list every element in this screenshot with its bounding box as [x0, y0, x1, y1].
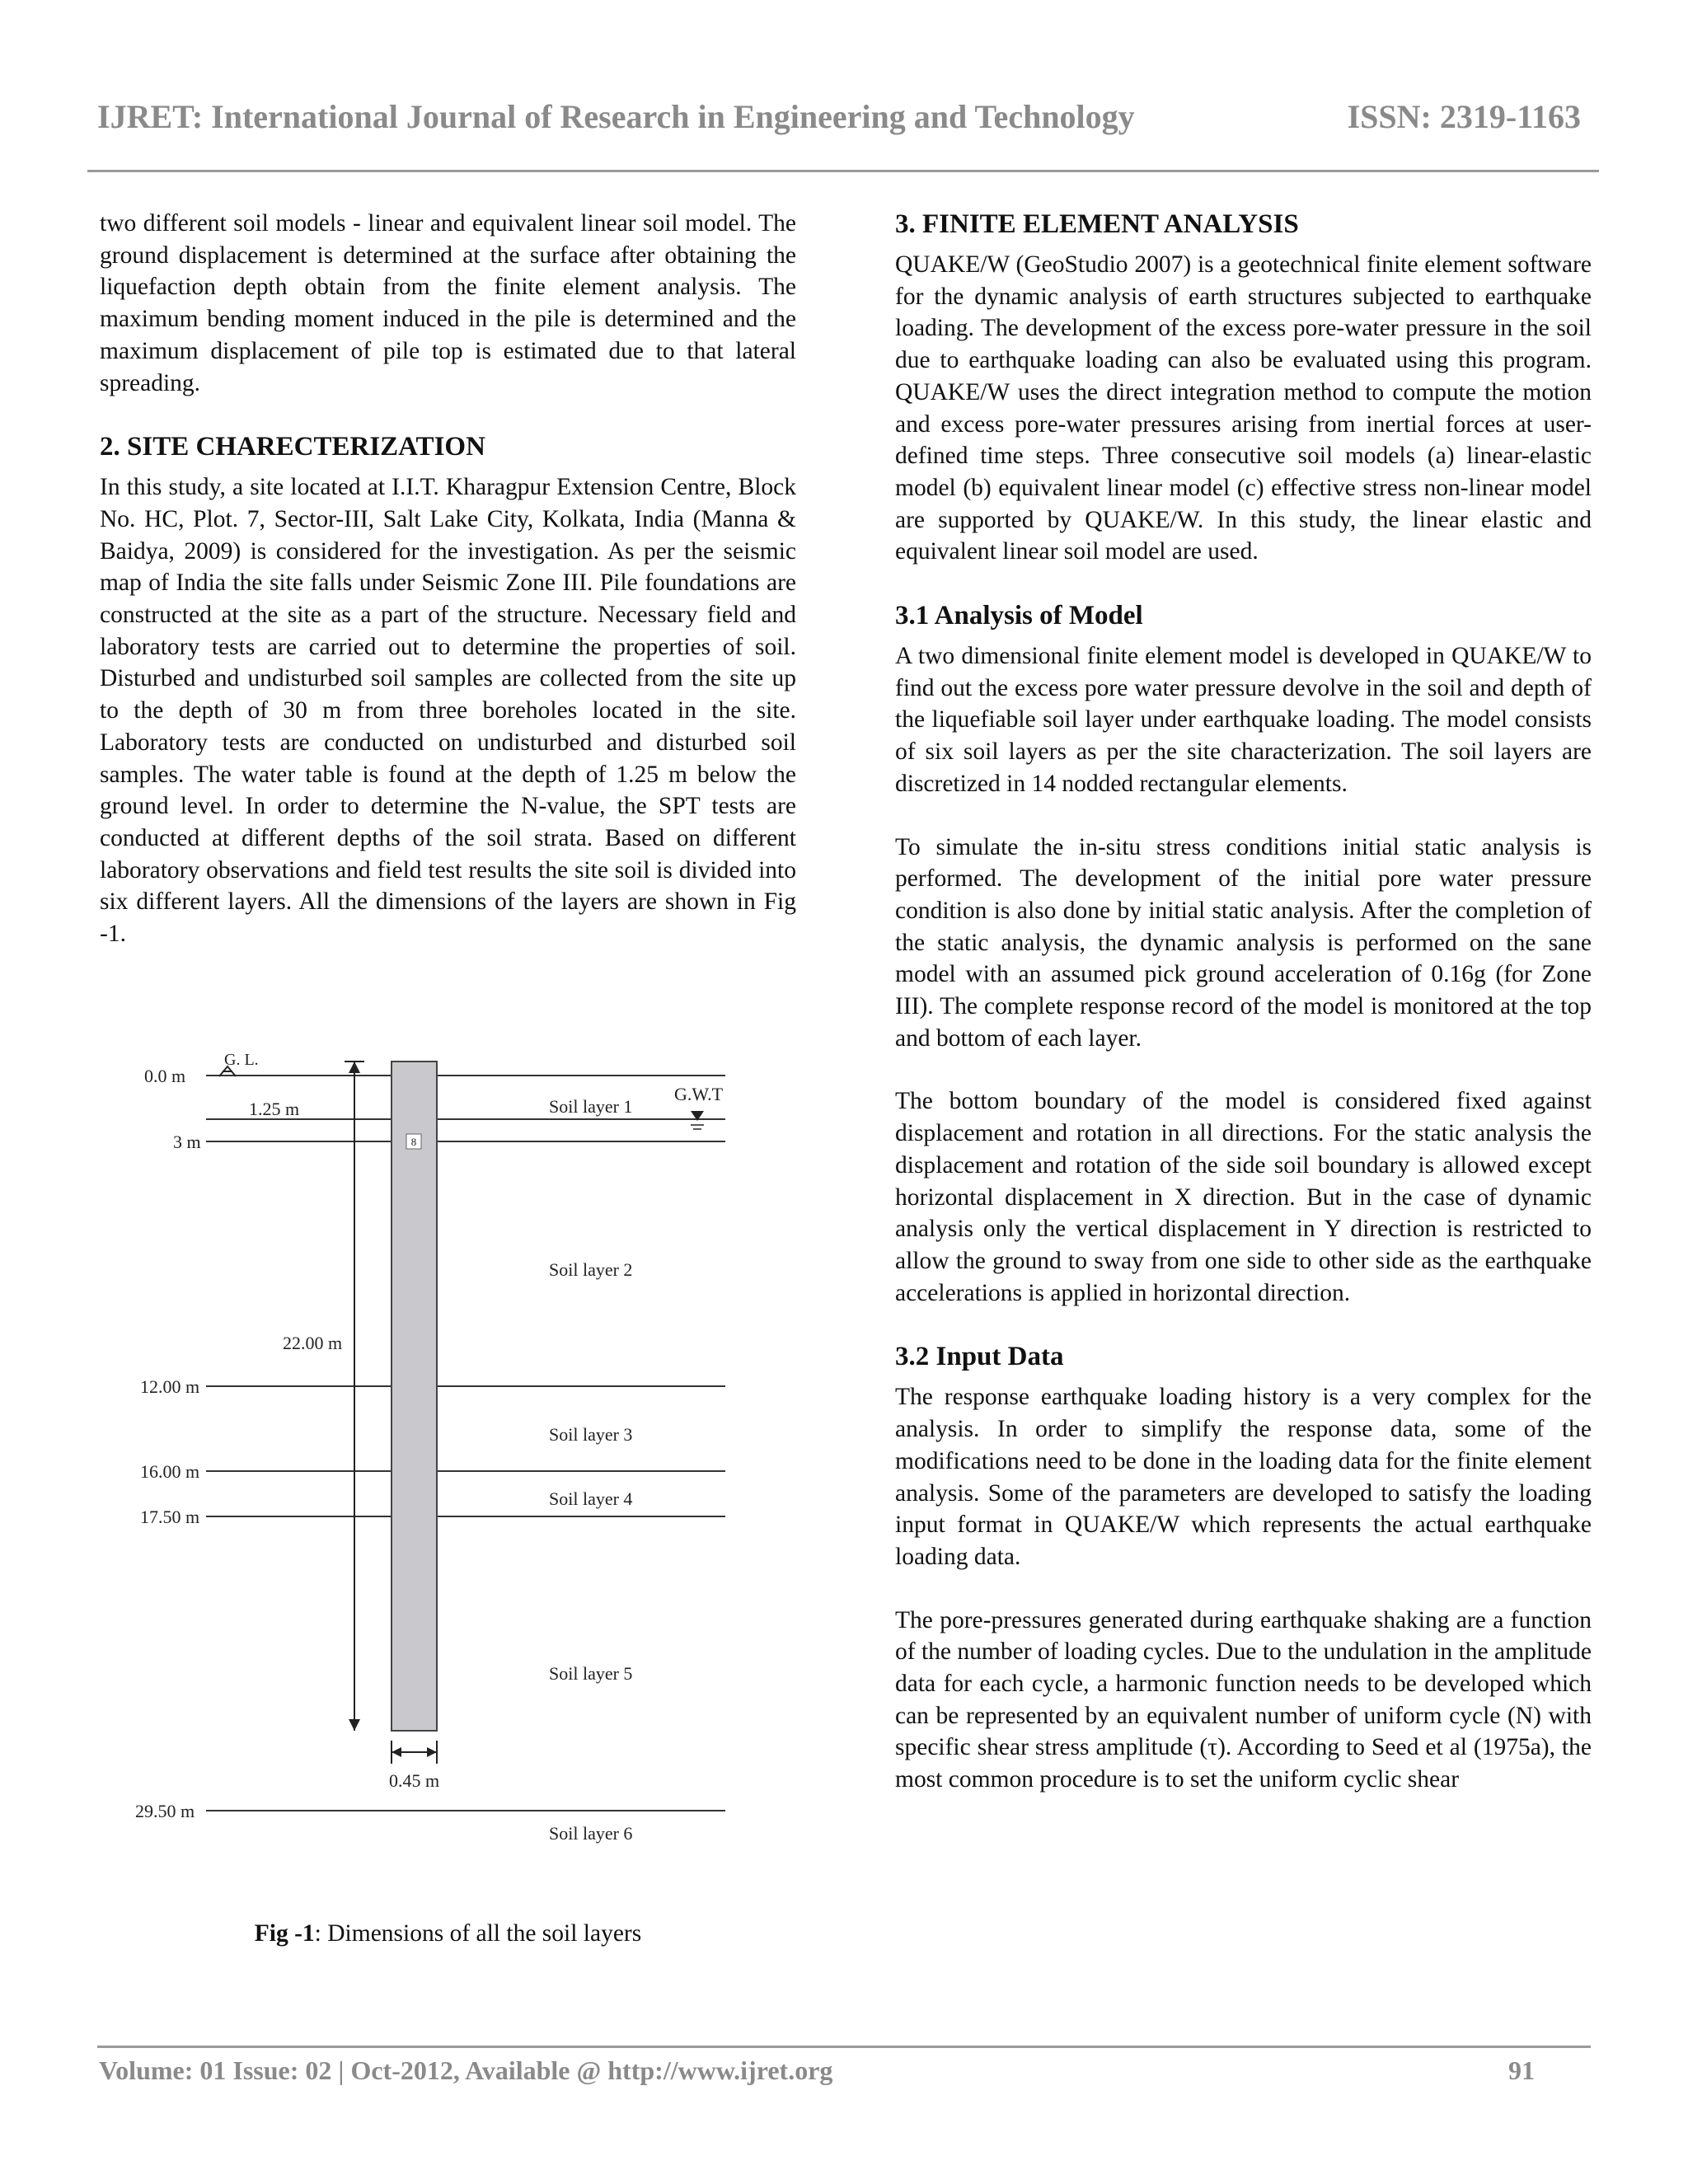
section-3-paragraph: QUAKE/W (GeoStudio 2007) is a geotechnical finite element software for the dynamic analysis of earth structures subjected to earthquake loading. The development of the excess pore-water pressure in the soil due to earthquake loading can also be evaluated using this program. QUAKE/W uses the direct integration method to compute the motion and excess pore-water pressures arising from inertial forces at user-defined time steps. Three consecutive soil models (a) linear-elastic model (b) equivalent linear model (c) effective stress non-linear model are supported by QUAKE/W. In this study, the linear elastic and equivalent linear soil model are used. [895, 251, 1592, 565]
section-3-1-heading: 3.1 Analysis of Model [895, 601, 1143, 631]
pile-length-arrow-top [349, 1062, 360, 1073]
footer-volume: Volume: 01 Issue: 02 | Oct-2012, Available @ http://www.ijret.org [99, 2055, 833, 2085]
section-3-1-paragraph-3: The bottom boundary of the model is considered fixed against displacement and rotation in all directions. For the static analysis the displacement and rotation of the side soil boundary is allowed except horizontal displacement in X direction. But in the case of dynamic analysis only the vertical displacement in Y direction is restricted to allow the ground to sway from one side to other side as the earthquake accelerations is applied in horizontal direction. [895, 1088, 1592, 1306]
soil-layer-6-label: Soil layer 6 [549, 1823, 633, 1844]
section-2-heading: 2. SITE CHARECTERIZATION [100, 432, 485, 462]
section-2-paragraph: In this study, a site located at I.I.T. Kharagpur Extension Centre, Block No. HC, Plot. 7, Sector-III, Salt Lake City, Kolkata, India (Manna & Baidya, 2009) is considered for the investigation. As per the seismic map of India the site falls under Seismic Zone III. Pile foundations are constructed at the site as a part of the structure. Necessary field and laboratory tests are carried out to determine the properties of soil. Disturbed and undisturbed soil samples are collected from the site up to the depth of 30 m from three boreholes located in the site. Laboratory tests are conducted on undisturbed and disturbed soil samples. The water table is found at the depth of 1.25 m below the ground level. In order to determine the N-value, the SPT tests are conducted at different depths of the soil strata. Based on different laboratory observations and field test results the site soil is divided into six different layers. All the dimensions of the layers are shown in Fig -1. [100, 474, 796, 948]
section-3-2-paragraph-2: The pore-pressures generated during earthquake shaking are a function of the number of loading cycles. Due to the undulation in the amplitude data for each cycle, a harmonic function needs to be developed which can be represented by an equivalent number of uniform cycle (N) with specific shear stress amplitude (τ). According to Seed et al (1975a), the most common procedure is to set the uniform cyclic shear [895, 1606, 1592, 1793]
pile-width-label: 0.45 m [389, 1770, 440, 1791]
section-3-1-paragraph-1: A two dimensional finite element model is developed in QUAKE/W to find out the excess pore water pressure devolve in the soil and depth of the liquefiable soil layer under earthquake loading. The model consists of six soil layers as per the site characterization. The soil layers are discretized in 14 nodded rectangular elements. [895, 643, 1592, 797]
pile-length-label: 22.00 m [283, 1333, 343, 1353]
gl-label: G. L. [224, 1051, 259, 1069]
soil-layer-2-label: Soil layer 2 [549, 1259, 633, 1280]
depth-label-16m: 16.00 m [140, 1461, 200, 1482]
figure-caption-text: : Dimensions of all the soil layers [314, 1920, 642, 1947]
journal-title: IJRET: International Journal of Research in Engineering and Technology [97, 98, 1135, 135]
issn: ISSN: 2319-1163 [1347, 98, 1581, 135]
right-column [895, 208, 1592, 1796]
section-3-heading: 3. FINITE ELEMENT ANALYSIS [895, 209, 1299, 239]
section-3-2-heading: 3.2 Input Data [895, 1342, 1064, 1372]
header-rule [87, 170, 1599, 172]
soil-layer-1-label: Soil layer 1 [549, 1096, 633, 1117]
figure-caption [100, 1920, 796, 1947]
intro-paragraph: two different soil models - linear and equivalent linear soil model. The ground displacement is determined at the surface after obtaining the liquefaction depth obtain from the finite element analysis. The maximum bending moment induced in the pile is determined and the maximum displacement of pile top is estimated due to that lateral spreading. [100, 210, 796, 396]
left-column [100, 208, 796, 950]
page-number: 91 [1508, 2055, 1535, 2085]
soil-layer-4-label: Soil layer 4 [549, 1488, 633, 1509]
footer-rule [97, 2046, 1591, 2048]
soil-layer-3-label: Soil layer 3 [549, 1424, 633, 1445]
depth-label-1-25m: 1.25 m [249, 1099, 300, 1119]
pile-marker: 8 [410, 1136, 417, 1148]
section-3-1-paragraph-2: To simulate the in-situ stress conditions initial static analysis is performed. The development of the initial pore water pressure condition is also done by initial static analysis. After the completion of the static analysis, the dynamic analysis is performed on the sane model with an assumed pick ground acceleration of 0.16g (for Zone III). The complete response record of the model is monitored at the top and bottom of each layer. [895, 833, 1592, 1052]
pile-length-arrow-bottom [349, 1719, 360, 1731]
section-3-2-paragraph-1: The response earthquake loading history is a very complex for the analysis. In order to simplify the response data, some of the modifications need to be done in the loading data for the finite element analysis. Some of the parameters are developed to satisfy the loading input format in QUAKE/W which represents the actual earthquake loading data. [895, 1384, 1592, 1570]
figure-caption-label: Fig -1 [254, 1920, 315, 1947]
pile [392, 1062, 437, 1731]
soil-layer-figure [124, 1047, 767, 1887]
depth-label-29-5m: 29.50 m [135, 1801, 195, 1821]
depth-label-0m: 0.0 m [144, 1066, 186, 1086]
depth-label-12m: 12.00 m [140, 1376, 200, 1397]
depth-label-3m: 3 m [173, 1132, 201, 1152]
gwt-label: G.W.T [674, 1084, 724, 1104]
depth-label-17-5m: 17.50 m [140, 1507, 200, 1527]
soil-layer-5-label: Soil layer 5 [549, 1663, 633, 1684]
